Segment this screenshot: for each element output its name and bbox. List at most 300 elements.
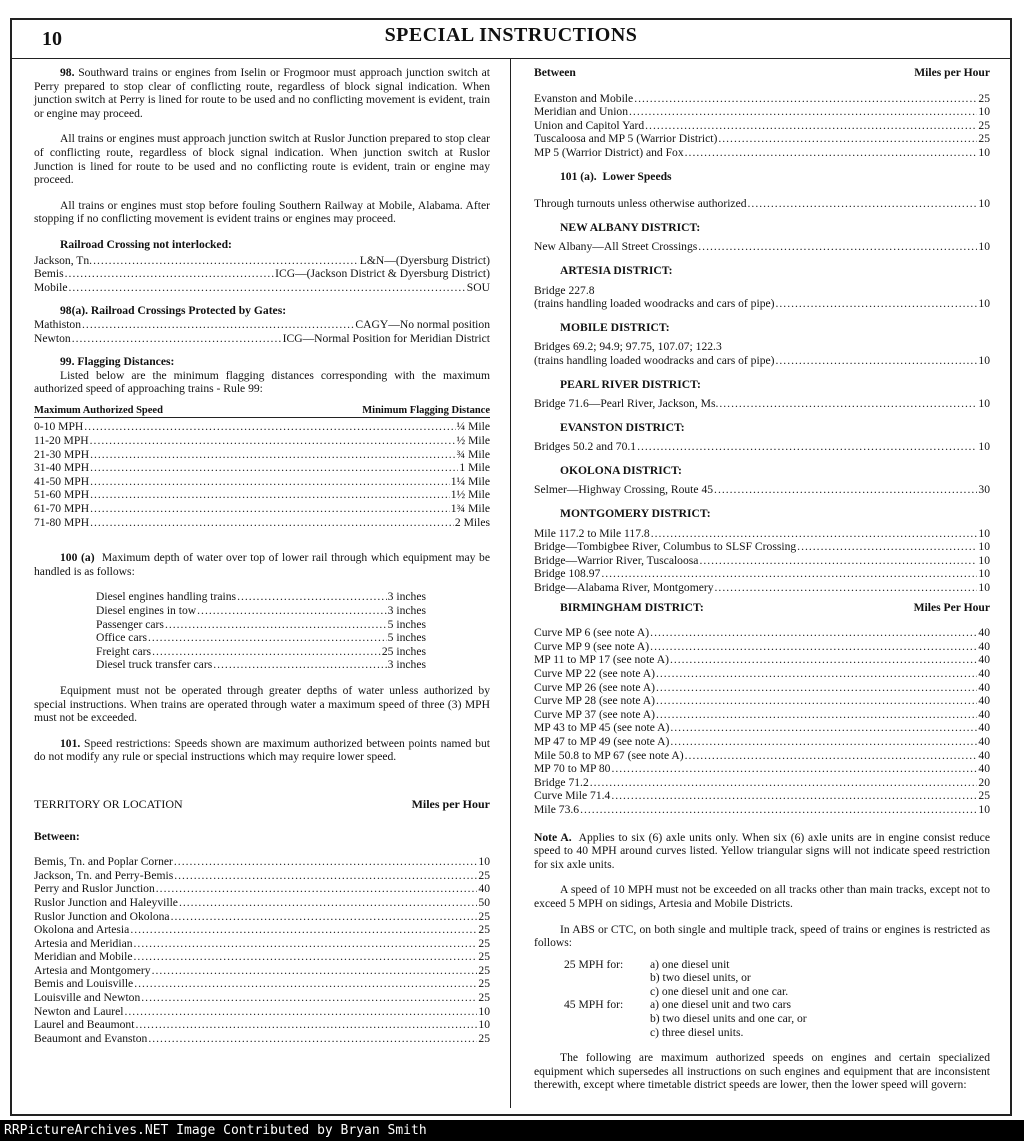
row-value: 40 <box>978 680 990 694</box>
footer-credit: RRPictureArchives.NET Image Contributed by Bryan Smith <box>0 1120 1024 1141</box>
leader-dots <box>93 254 359 268</box>
row-value: ¾ Mile <box>456 447 490 461</box>
leader-dots <box>685 146 978 160</box>
flagging-row <box>34 488 490 502</box>
district-speed-row <box>534 567 990 581</box>
row-value: 25 <box>978 118 990 132</box>
row-value: 40 <box>978 721 990 735</box>
birmingham-list <box>534 626 990 816</box>
leader-dots <box>174 855 478 869</box>
leader-dots <box>141 991 477 1005</box>
leader-dots <box>197 604 387 618</box>
district-title: EVANSTON DISTRICT: <box>560 420 685 434</box>
speed-row <box>34 977 490 991</box>
row-label: Artesia and Montgomery <box>34 963 151 977</box>
turnouts-speed-row <box>534 197 990 211</box>
leader-dots <box>645 119 977 133</box>
row-label: Office cars <box>96 631 147 645</box>
row-label: Okolona and Artesia <box>34 923 130 937</box>
district-speed-row <box>534 354 990 368</box>
water-depth-row <box>96 590 426 604</box>
row-label: Perry and Ruslor Junction <box>34 882 155 896</box>
abs-ctc-note: In ABS or CTC, on both single and multiple track, speed of trains or engines is restricted as follows: <box>534 922 990 950</box>
final-note: The following are maximum authorized speeds on engines and certain specialized equipment which supersedes all instructions on such engines and equipment that are inconsistent therewith, except where timetable district speeds are lower, then the lower speed will govern: <box>534 1051 990 1092</box>
row-value: 30 <box>978 483 990 497</box>
row-value: L&N—(Dyersburg District) <box>359 253 490 267</box>
row-value: 10 <box>978 353 990 367</box>
leader-dots <box>656 667 977 681</box>
gates-list <box>34 318 490 345</box>
leader-dots <box>134 950 478 964</box>
leader-dots <box>797 540 977 554</box>
row-label: New Albany—All Street Crossings <box>534 240 698 254</box>
leader-dots <box>90 502 450 516</box>
territory-label: TERRITORY OR LOCATION <box>34 796 183 811</box>
row-value: 10 <box>478 855 490 869</box>
leader-dots <box>656 694 977 708</box>
flagging-intro: Listed below are the minimum flagging distances corresponding with the maximum authorized speed of approaching trains - Rule 99: <box>34 368 490 396</box>
row-label: Passenger cars <box>96 617 164 631</box>
row-label: (trains handling loaded woodracks and cars of pipe) <box>534 353 775 367</box>
birmingham-speed-row <box>534 640 990 654</box>
row-label: Louisville and Newton <box>34 991 141 1005</box>
row-label: Newton <box>34 331 71 345</box>
speed-row <box>34 855 490 869</box>
row-label: Ruslor Junction and Okolona <box>34 909 170 923</box>
row-value: CAGY—No normal position <box>355 317 490 331</box>
row-value: 25 <box>978 91 990 105</box>
rr-crossing-row <box>34 254 490 268</box>
row-value: ¼ Mile <box>456 420 490 434</box>
row-label: Meridian and Union <box>534 105 629 119</box>
row-value: 25 <box>978 132 990 146</box>
row-label: Mile 50.8 to MP 67 (see note A) <box>534 748 684 762</box>
flagging-table <box>34 420 490 529</box>
leader-dots <box>90 516 454 530</box>
row-label: Curve MP 22 (see note A) <box>534 667 655 680</box>
row-label: MP 70 to MP 80 <box>534 762 611 776</box>
birmingham-speed-row <box>534 667 990 681</box>
leader-dots <box>152 645 381 659</box>
row-value: ICG—Normal Position for Meridian District <box>282 331 490 345</box>
row-value: 10 <box>978 553 990 567</box>
leader-dots <box>714 483 977 497</box>
speed-row <box>34 1018 490 1032</box>
district-speed-row <box>534 527 990 541</box>
leader-dots <box>634 92 977 106</box>
row-value: 40 <box>978 639 990 653</box>
row-label: 51-60 MPH <box>34 488 90 502</box>
leader-dots <box>174 869 477 883</box>
row-value: 10 <box>978 581 990 595</box>
row-label: Bemis, Tn. and Poplar Corner <box>34 855 173 869</box>
row-value: 40 <box>978 653 990 667</box>
row-value: SOU <box>466 280 490 294</box>
district-location: Bridge 227.8 <box>534 283 595 297</box>
leader-dots <box>156 882 478 896</box>
row-label: Laurel and Beaumont <box>34 1018 135 1032</box>
speed-row <box>34 896 490 910</box>
row-value: 10 <box>978 440 990 454</box>
row-label: Newton and Laurel <box>34 1004 124 1018</box>
gate-crossing-row <box>34 332 490 346</box>
leader-dots <box>698 240 977 254</box>
row-label: Jackson, Tn. and Perry-Bemis <box>34 868 174 882</box>
main-track-speed-note: A speed of 10 MPH must not be exceeded on all tracks other than main tracks, except not to exceed 5 MPH on sidings, Artesia and Mobile Districts. <box>534 883 990 910</box>
leader-dots <box>656 708 977 722</box>
leader-dots <box>84 420 455 434</box>
flagging-row <box>34 434 490 448</box>
list-item: b) two diesel units and one car, or <box>650 1012 807 1026</box>
water-depth-row <box>96 645 426 659</box>
row-value: 10 <box>978 567 990 581</box>
leader-dots <box>748 197 978 211</box>
row-label: Bridge 108.97 <box>534 567 601 581</box>
row-label: Curve MP 26 (see note A) <box>534 680 655 694</box>
leader-dots <box>670 721 977 735</box>
right-between-header: Between Miles per Hour <box>534 66 990 79</box>
flagging-table-header: Maximum Authorized Speed Minimum Flagging Distance <box>34 404 490 419</box>
speed-25-items <box>650 958 990 999</box>
turnouts-row <box>534 197 990 211</box>
row-value: 40 <box>978 734 990 748</box>
row-value: 20 <box>978 775 990 789</box>
row-value: 40 <box>978 748 990 762</box>
leader-dots <box>611 762 977 776</box>
speed-row <box>534 146 990 160</box>
leader-dots <box>72 332 282 346</box>
speed-row <box>34 964 490 978</box>
birmingham-speed-row <box>534 653 990 667</box>
leader-dots <box>165 618 387 632</box>
row-value: 25 <box>478 868 490 882</box>
birmingham-heading: BIRMINGHAM DISTRICT: Miles Per Hour <box>560 600 990 614</box>
district-title: MONTGOMERY DISTRICT: <box>560 507 711 521</box>
leader-dots <box>776 297 978 311</box>
district-speed-row <box>534 397 990 411</box>
row-label: Beaumont and Evanston <box>34 1031 148 1045</box>
row-value: 40 <box>978 626 990 640</box>
leader-dots <box>629 105 977 119</box>
row-label: MP 43 to MP 45 (see note A) <box>534 721 670 735</box>
district-speed-row <box>534 554 990 568</box>
leader-dots <box>148 1032 477 1046</box>
row-label: 41-50 MPH <box>34 474 90 488</box>
row-value: 1¼ Mile <box>450 474 490 488</box>
row-value: 10 <box>978 540 990 554</box>
column-divider <box>510 58 511 1108</box>
row-label: Diesel truck transfer cars <box>96 658 213 672</box>
leader-dots <box>776 354 978 368</box>
row-label: Bridge—Alabama River, Montgomery <box>534 581 714 595</box>
birmingham-speed-row <box>534 721 990 735</box>
row-label: 11-20 MPH <box>34 434 89 448</box>
leader-dots <box>134 937 478 951</box>
row-label: Through turnouts unless otherwise authorized <box>534 197 747 211</box>
leader-dots <box>65 267 274 281</box>
row-label: Mobile <box>34 280 68 294</box>
birmingham-speed-row <box>534 762 990 776</box>
leader-dots <box>580 803 977 817</box>
leader-dots <box>670 653 977 667</box>
row-label: Mathiston <box>34 317 82 331</box>
row-value: 25 <box>478 909 490 923</box>
speed-45-items <box>650 998 990 1039</box>
speed-row <box>534 119 990 133</box>
row-value: 10 <box>978 397 990 411</box>
flagging-row <box>34 516 490 530</box>
speed-row <box>34 1005 490 1019</box>
birmingham-speed-row <box>534 681 990 695</box>
district-title: ARTESIA DISTRICT: <box>560 263 673 277</box>
row-label: (trains handling loaded woodracks and cars of pipe) <box>534 297 775 311</box>
section-98-ruslor: All trains or engines must approach junction switch at Ruslor Junction prepared to stop clear of conflicting route, regardless of block signal indication. When junction switch at Ruslor Junction is lined for route to be used and no conflicting route is evident, train or engine may proceed. <box>34 132 490 187</box>
flagging-row <box>34 448 490 462</box>
birmingham-speed-row <box>534 776 990 790</box>
leader-dots <box>90 488 450 502</box>
row-value: 10 <box>478 1018 490 1032</box>
speed-row <box>34 869 490 883</box>
row-label: Bridges 50.2 and 70.1 <box>534 440 637 454</box>
birmingham-speed-row <box>534 789 990 803</box>
row-value: 2 Miles <box>454 515 490 529</box>
section-101: 101. Speed restrictions: Speeds shown are maximum authorized between points named but do not modify any rule or special instructions which may require lower speed. <box>34 736 490 764</box>
speed-row <box>34 923 490 937</box>
speed-row <box>34 950 490 964</box>
mph-label: Miles per Hour <box>411 796 490 811</box>
row-label: Ruslor Junction and Haleyville <box>34 895 178 909</box>
flagging-row <box>34 502 490 516</box>
row-value: 25 <box>978 789 990 803</box>
district-location: Bridges 69.2; 94.9; 97.75, 107.07; 122.3 <box>534 340 722 354</box>
section-98: 98. Southward trains or engines from Iselin or Frogmoor must approach junction switch at Perry prepared to stop clear of conflicting route, regardless of block signal indication. When junction switch at Perry is lined for route to be used and no conflicting movement is evident, train or engine may proceed. <box>34 66 490 120</box>
row-value: 25 <box>478 1031 490 1045</box>
row-value: 10 <box>978 240 990 254</box>
row-label: Artesia and Meridian <box>34 936 133 950</box>
row-label: Bemis <box>34 267 64 281</box>
row-value: 25 <box>478 963 490 977</box>
leader-dots <box>719 397 977 411</box>
leader-dots <box>611 789 977 803</box>
list-item: b) two diesel units, or <box>650 971 751 985</box>
between-list-right <box>534 92 990 160</box>
row-label: MP 5 (Warrior District) and Fox <box>534 145 684 159</box>
row-value: 25 <box>478 977 490 991</box>
water-depth-row <box>96 658 426 672</box>
list-item: c) one diesel unit and one car. <box>650 984 789 998</box>
row-value: 5 inches <box>387 631 426 645</box>
row-value: 5 inches <box>387 617 426 631</box>
row-label: Union and Capitol Yard <box>534 118 645 132</box>
row-value: 1¾ Mile <box>450 502 490 516</box>
row-value: 3 inches <box>387 604 426 617</box>
row-label: Diesel engines in tow <box>96 604 197 617</box>
between-label: Between: <box>34 829 80 843</box>
leader-dots <box>90 461 458 475</box>
birmingham-speed-row <box>534 803 990 817</box>
section-100a: 100 (a) Maximum depth of water over top of lower rail through which equipment may be handled is as follows: <box>34 551 490 578</box>
water-depth-row <box>96 604 426 618</box>
row-value: 40 <box>978 707 990 721</box>
row-value: ICG—(Jackson District & Dyersburg District) <box>275 267 490 281</box>
row-value: 40 <box>978 667 990 680</box>
header-rule <box>12 58 1010 59</box>
flagging-row <box>34 420 490 434</box>
leader-dots <box>685 749 978 763</box>
row-label: MP 47 to MP 49 (see note A) <box>534 734 670 748</box>
leader-dots <box>656 681 977 695</box>
list-item: c) three diesel units. <box>650 1025 744 1039</box>
gate-crossing-row <box>34 318 490 332</box>
leader-dots <box>90 475 450 489</box>
row-label: Evanston and Mobile <box>534 91 634 105</box>
row-value: 25 <box>478 936 490 950</box>
row-label: Bridge—Warrior River, Tuscaloosa <box>534 553 699 567</box>
row-label: Bridge 71.6—Pearl River, Jackson, Ms. <box>534 397 719 411</box>
row-label: Bemis and Louisville <box>34 977 134 991</box>
row-value: 25 <box>478 923 490 937</box>
district-title: NEW ALBANY DISTRICT: <box>560 220 701 234</box>
leader-dots <box>213 658 386 672</box>
leader-dots <box>152 964 478 978</box>
leader-dots <box>237 590 387 604</box>
leader-dots <box>125 1005 478 1019</box>
water-depth-table <box>96 590 426 672</box>
speed-row <box>34 991 490 1005</box>
speed-row <box>34 937 490 951</box>
speed-row <box>34 882 490 896</box>
district-speed-row <box>534 483 990 497</box>
abs-speed-block: 25 MPH for: a) one diesel unit b) two diesel units, or c) one diesel unit and one car. 45 MPH for: a) one diesel unit and two cars b) two diesel units and one car, or c) three diesel units. <box>564 958 990 1040</box>
leader-dots <box>179 896 477 910</box>
row-value: 10 <box>978 297 990 311</box>
row-value: 10 <box>978 197 990 211</box>
district-speed-row <box>534 540 990 554</box>
lower-speeds-heading: 101 (a). Lower Speeds <box>560 169 672 183</box>
row-label: Meridian and Mobile <box>34 950 133 964</box>
leader-dots <box>650 626 977 640</box>
page-number: 10 <box>42 28 62 50</box>
birmingham-speed-row <box>534 735 990 749</box>
district-speed-row <box>534 240 990 254</box>
row-label: Bridge—Tombigbee River, Columbus to SLSF Crossing <box>534 540 797 554</box>
leader-dots <box>171 910 478 924</box>
birmingham-speed-row <box>534 708 990 722</box>
leader-dots <box>82 318 354 332</box>
row-value: 25 <box>478 950 490 964</box>
row-value: 3 inches <box>387 590 426 604</box>
row-value: 25 inches <box>381 644 426 658</box>
district-speed-row <box>534 581 990 595</box>
district-title: OKOLONA DISTRICT: <box>560 463 682 477</box>
birmingham-speed-row <box>534 626 990 640</box>
row-label: Bridge 71.2 <box>534 775 589 789</box>
leader-dots <box>650 640 977 654</box>
rr-crossing-list <box>34 254 490 295</box>
leader-dots <box>90 434 456 448</box>
row-value: 10 <box>478 1004 490 1018</box>
note-a: Note A. Applies to six (6) axle units only. When six (6) axle units are in engine consist reduce speed to 40 MPH around curves listed. Yellow triangular signs will not indicate speed restriction for six axle units. <box>534 830 990 871</box>
page-title: SPECIAL INSTRUCTIONS <box>384 24 638 46</box>
row-value: 1 Mile <box>459 461 490 475</box>
rr-crossing-row <box>34 267 490 281</box>
row-label: Mile 73.6 <box>534 802 580 816</box>
row-label: Curve MP 6 (see note A) <box>534 626 650 640</box>
row-label: Curve MP 37 (see note A) <box>534 707 655 721</box>
district-speed-row <box>534 297 990 311</box>
leader-dots <box>148 631 387 645</box>
territory-header <box>34 798 490 812</box>
section-98-mobile: All trains or engines must stop before fouling Southern Railway at Mobile, Alabama. After stopping if no conflicting movement is evident trains or engines may proceed. <box>34 198 490 226</box>
leader-dots <box>130 923 477 937</box>
leader-dots <box>715 581 978 595</box>
district-title: PEARL RIVER DISTRICT: <box>560 377 701 391</box>
row-label: MP 11 to MP 17 (see note A) <box>534 653 669 667</box>
water-note: Equipment must not be operated through greater depths of water unless authorized by special instructions. When trains are operated through water a maximum speed of three (3) MPH must not be exceeded. <box>34 683 490 725</box>
rr-crossing-row <box>34 281 490 295</box>
leader-dots <box>637 440 977 454</box>
district-speed-row <box>534 440 990 454</box>
row-label: 0-10 MPH <box>34 420 84 434</box>
row-value: 40 <box>978 694 990 708</box>
right-column <box>534 66 990 1104</box>
list-item: a) one diesel unit and two cars <box>650 998 792 1012</box>
row-value: 10 <box>978 802 990 816</box>
flagging-row <box>34 475 490 489</box>
row-value: 50 <box>478 895 490 909</box>
row-label: Diesel engines handling trains <box>96 590 237 604</box>
row-label: Curve MP 28 (see note A) <box>534 694 655 708</box>
leader-dots <box>601 567 977 581</box>
leader-dots <box>651 527 978 541</box>
speed-row <box>534 105 990 119</box>
speed-row <box>534 132 990 146</box>
birmingham-speed-row <box>534 749 990 763</box>
leader-dots <box>718 132 977 146</box>
water-depth-row <box>96 631 426 645</box>
row-label: Mile 117.2 to Mile 117.8 <box>534 526 650 540</box>
speed-row <box>34 1032 490 1046</box>
row-value: 3 inches <box>387 658 426 672</box>
district-title: MOBILE DISTRICT: <box>560 320 670 334</box>
water-depth-row <box>96 618 426 632</box>
speed-row <box>534 92 990 106</box>
leader-dots <box>69 281 466 295</box>
leader-dots <box>135 1018 477 1032</box>
gates-heading: 98(a). Railroad Crossings Protected by Gates: <box>60 304 287 318</box>
row-label: Curve Mile 71.4 <box>534 789 611 803</box>
row-label: 21-30 MPH <box>34 447 90 461</box>
leader-dots <box>670 735 977 749</box>
row-value: 10 <box>978 526 990 540</box>
district-list <box>534 221 990 595</box>
list-item: a) one diesel unit <box>650 957 730 971</box>
leader-dots <box>590 776 978 790</box>
birmingham-speed-row <box>534 694 990 708</box>
leader-dots <box>699 554 977 568</box>
row-label: 61-70 MPH <box>34 502 90 516</box>
row-label: Curve MP 9 (see note A) <box>534 639 650 653</box>
between-list-left <box>34 855 490 1045</box>
left-column <box>34 66 490 1045</box>
row-value: 40 <box>478 882 490 896</box>
row-label: Tuscaloosa and MP 5 (Warrior District) <box>534 132 718 146</box>
row-label: Jackson, Tn. <box>34 253 93 267</box>
row-value: 10 <box>978 105 990 119</box>
row-value: 10 <box>978 145 990 159</box>
flagging-row <box>34 461 490 475</box>
flagging-heading: 99. Flagging Distances: <box>60 355 175 369</box>
